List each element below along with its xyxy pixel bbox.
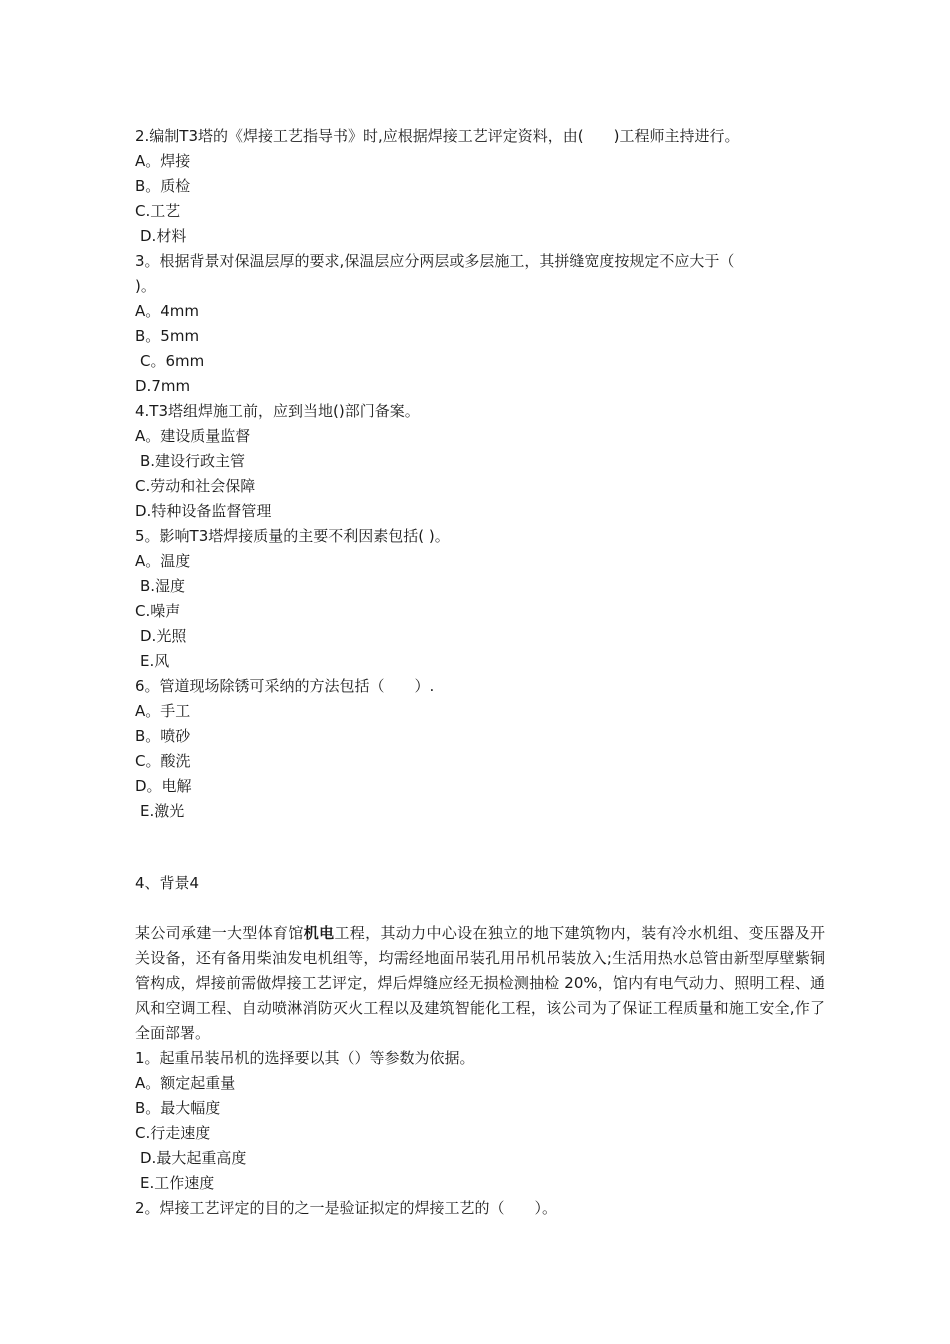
paragraph-rest: 工程，其动力中心设在独立的地下建筑物内，装有冷水机组、变压器及开关设备，还有备用柴油发电机组等，均需经地面吊装孔用吊机吊装放入;生活用热水总管由新型厚壁紫铜管构成，焊接前需做焊接工艺评定，焊后焊缝应经无损检测抽检 20%，馆内有电气动力、照明工程、通风和空调工程、自动喷淋消防灭火工程以及建筑智能化工程，该公司为了保证工程质量和施工安全,作了全面部署。 [135, 924, 825, 1042]
option-b: B。喷砂 [135, 727, 191, 745]
question-2: 2。焊接工艺评定的目的之一是验证拟定的焊接工艺的（ ）。 [135, 1199, 558, 1217]
question-6: 6。管道现场除锈可采纳的方法包括（ ）. [135, 677, 435, 695]
option-d: D.最大起重高度 [140, 1149, 247, 1167]
paragraph-bold-text: 机电 [303, 924, 335, 942]
option-a: A。4mm [135, 302, 200, 320]
background-paragraph-block [135, 921, 825, 1046]
option-d: D。电解 [135, 777, 192, 795]
option-c: C.噪声 [135, 602, 181, 620]
option-b: B。最大幅度 [135, 1099, 221, 1117]
section-heading: 4、背景4 [135, 874, 200, 892]
option-c: C.劳动和社会保障 [135, 477, 256, 495]
option-c: C。6mm [140, 352, 205, 370]
option-b: B.湿度 [140, 577, 186, 595]
option-b: B。质检 [135, 177, 191, 195]
question-1: 1。起重吊装吊机的选择要以其（）等参数为依据。 [135, 1049, 475, 1067]
question-3-line1: 3。根据背景对保温层厚的要求,保温层应分两层或多层施工，其拼缝宽度按规定不应大于（ [135, 252, 735, 270]
option-a: A。额定起重量 [135, 1074, 236, 1092]
question-5: 5。影响T3塔焊接质量的主要不利因素包括( )。 [135, 527, 450, 545]
option-d: D.特种设备监督管理 [135, 502, 272, 520]
question-block-section2 [135, 1046, 825, 1221]
option-a: A。焊接 [135, 152, 191, 170]
option-b: B。5mm [135, 327, 200, 345]
option-d: D.光照 [140, 627, 187, 645]
option-a: A。建设质量监督 [135, 427, 251, 445]
question-4: 4.T3塔组焊施工前，应到当地()部门备案。 [135, 402, 420, 420]
option-e: E.激光 [140, 802, 185, 820]
question-3-line2: )。 [135, 277, 156, 295]
option-d: D.7mm [135, 377, 191, 395]
option-c: C.行走速度 [135, 1124, 211, 1142]
option-a: A。手工 [135, 702, 191, 720]
background-paragraph [135, 921, 825, 1046]
option-d: D.材料 [140, 227, 187, 245]
option-b: B.建设行政主管 [140, 452, 246, 470]
question-block-section1 [135, 124, 825, 824]
option-c: C。酸洗 [135, 752, 191, 770]
option-a: A。温度 [135, 552, 191, 570]
option-c: C.工艺 [135, 202, 181, 220]
section-heading-block [135, 871, 825, 896]
paragraph-prefix: 某公司承建一大型体育馆 [135, 924, 304, 942]
option-e: E.风 [140, 652, 170, 670]
question-2: 2.编制T3塔的《焊接工艺指导书》时,应根据焊接工艺评定资料，由( )工程师主持进行。 [135, 127, 740, 145]
option-e: E.工作速度 [140, 1174, 215, 1192]
